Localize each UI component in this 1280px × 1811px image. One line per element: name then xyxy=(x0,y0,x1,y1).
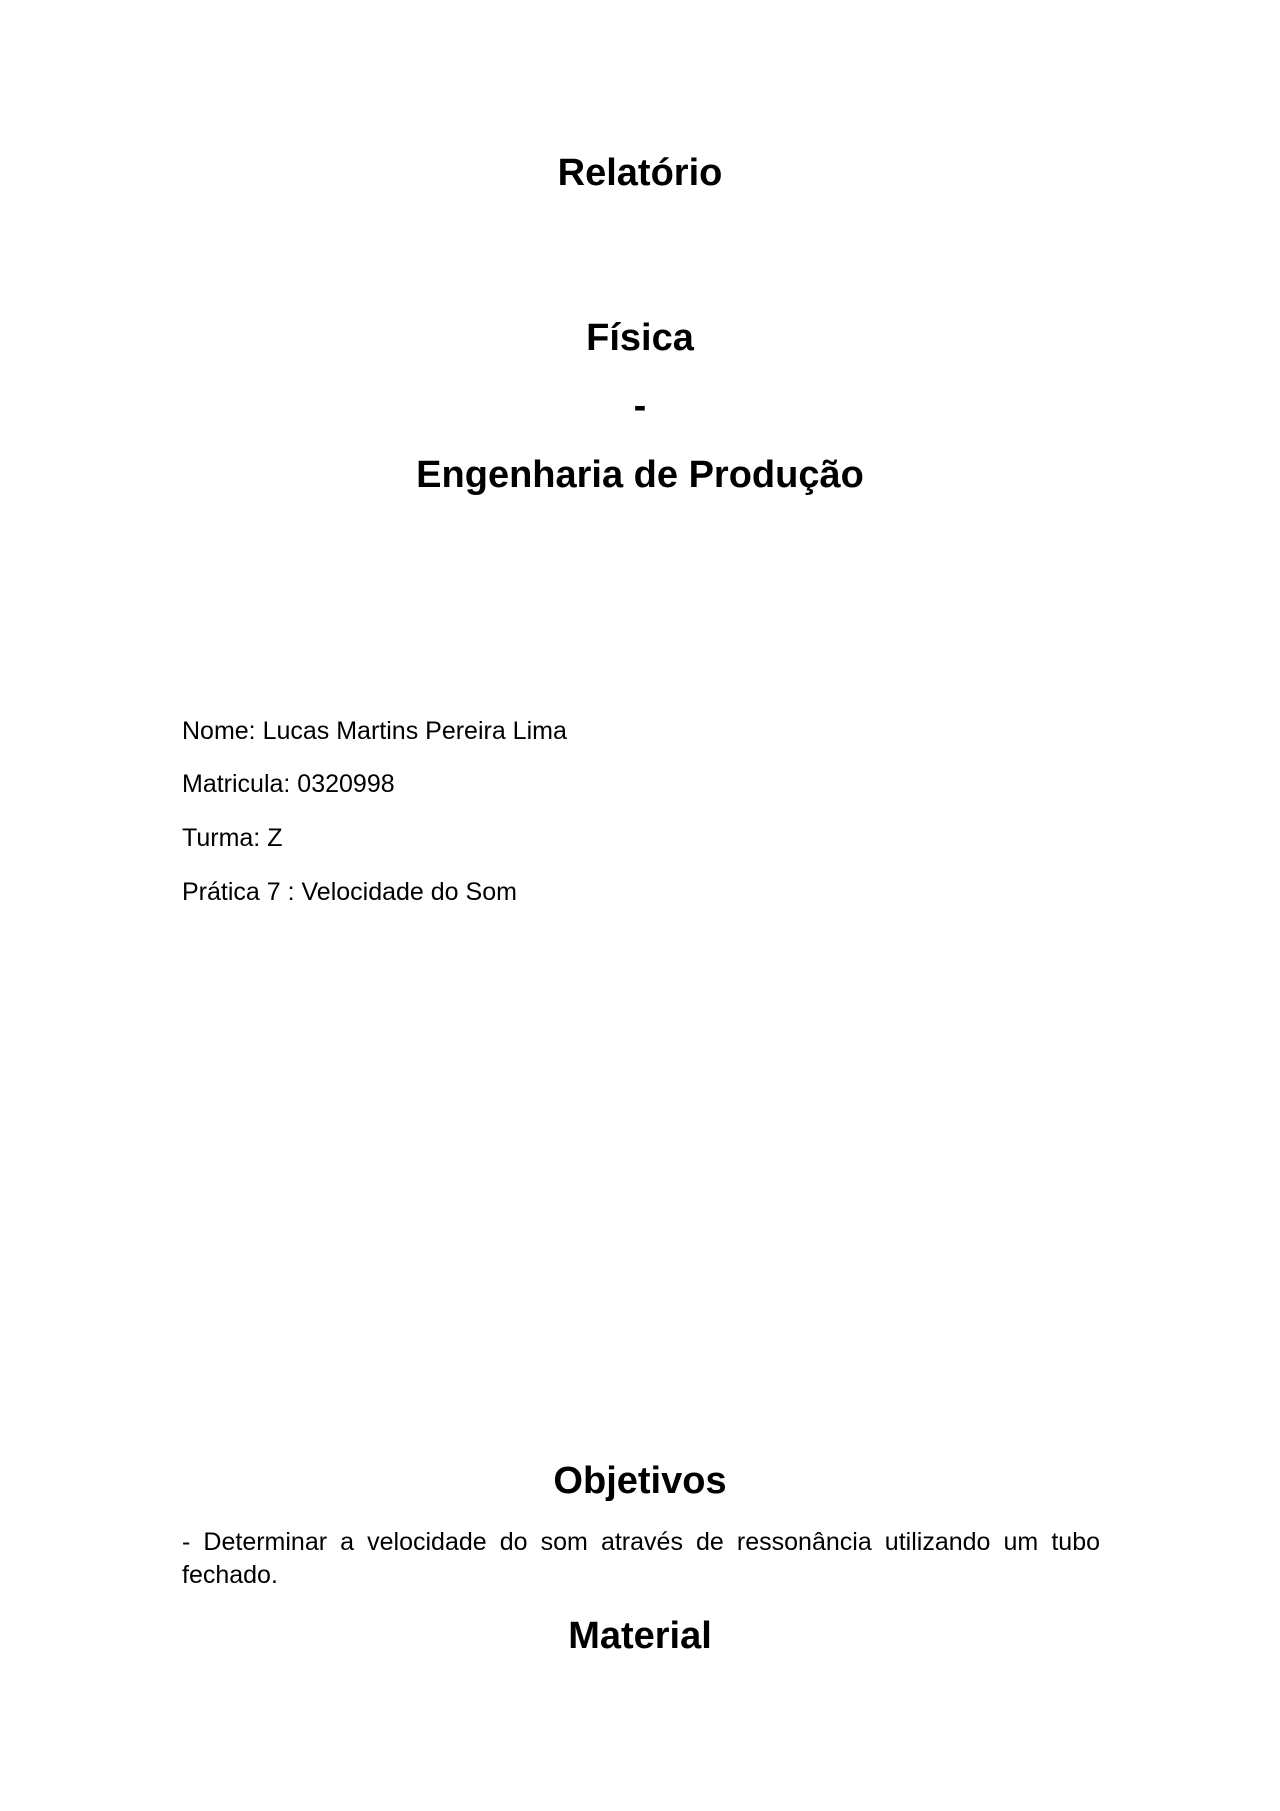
student-turma: Turma: Z xyxy=(182,824,283,852)
objetivos-paragraph: - Determinar a velocidade do som através de ressonância utilizando um tubo fechado. xyxy=(182,1528,1100,1589)
report-title: Relatório xyxy=(557,152,723,194)
course-title: Engenharia de Produção xyxy=(416,454,864,496)
student-name: Nome: Lucas Martins Pereira Lima xyxy=(182,717,567,745)
section-title-material: Material xyxy=(568,1615,712,1657)
section-title-objetivos: Objetivos xyxy=(553,1460,727,1502)
student-matricula: Matricula: 0320998 xyxy=(182,770,395,798)
title-separator: - xyxy=(633,385,647,427)
practice-title: Prática 7 : Velocidade do Som xyxy=(182,878,517,906)
subject-title: Física xyxy=(586,317,694,359)
